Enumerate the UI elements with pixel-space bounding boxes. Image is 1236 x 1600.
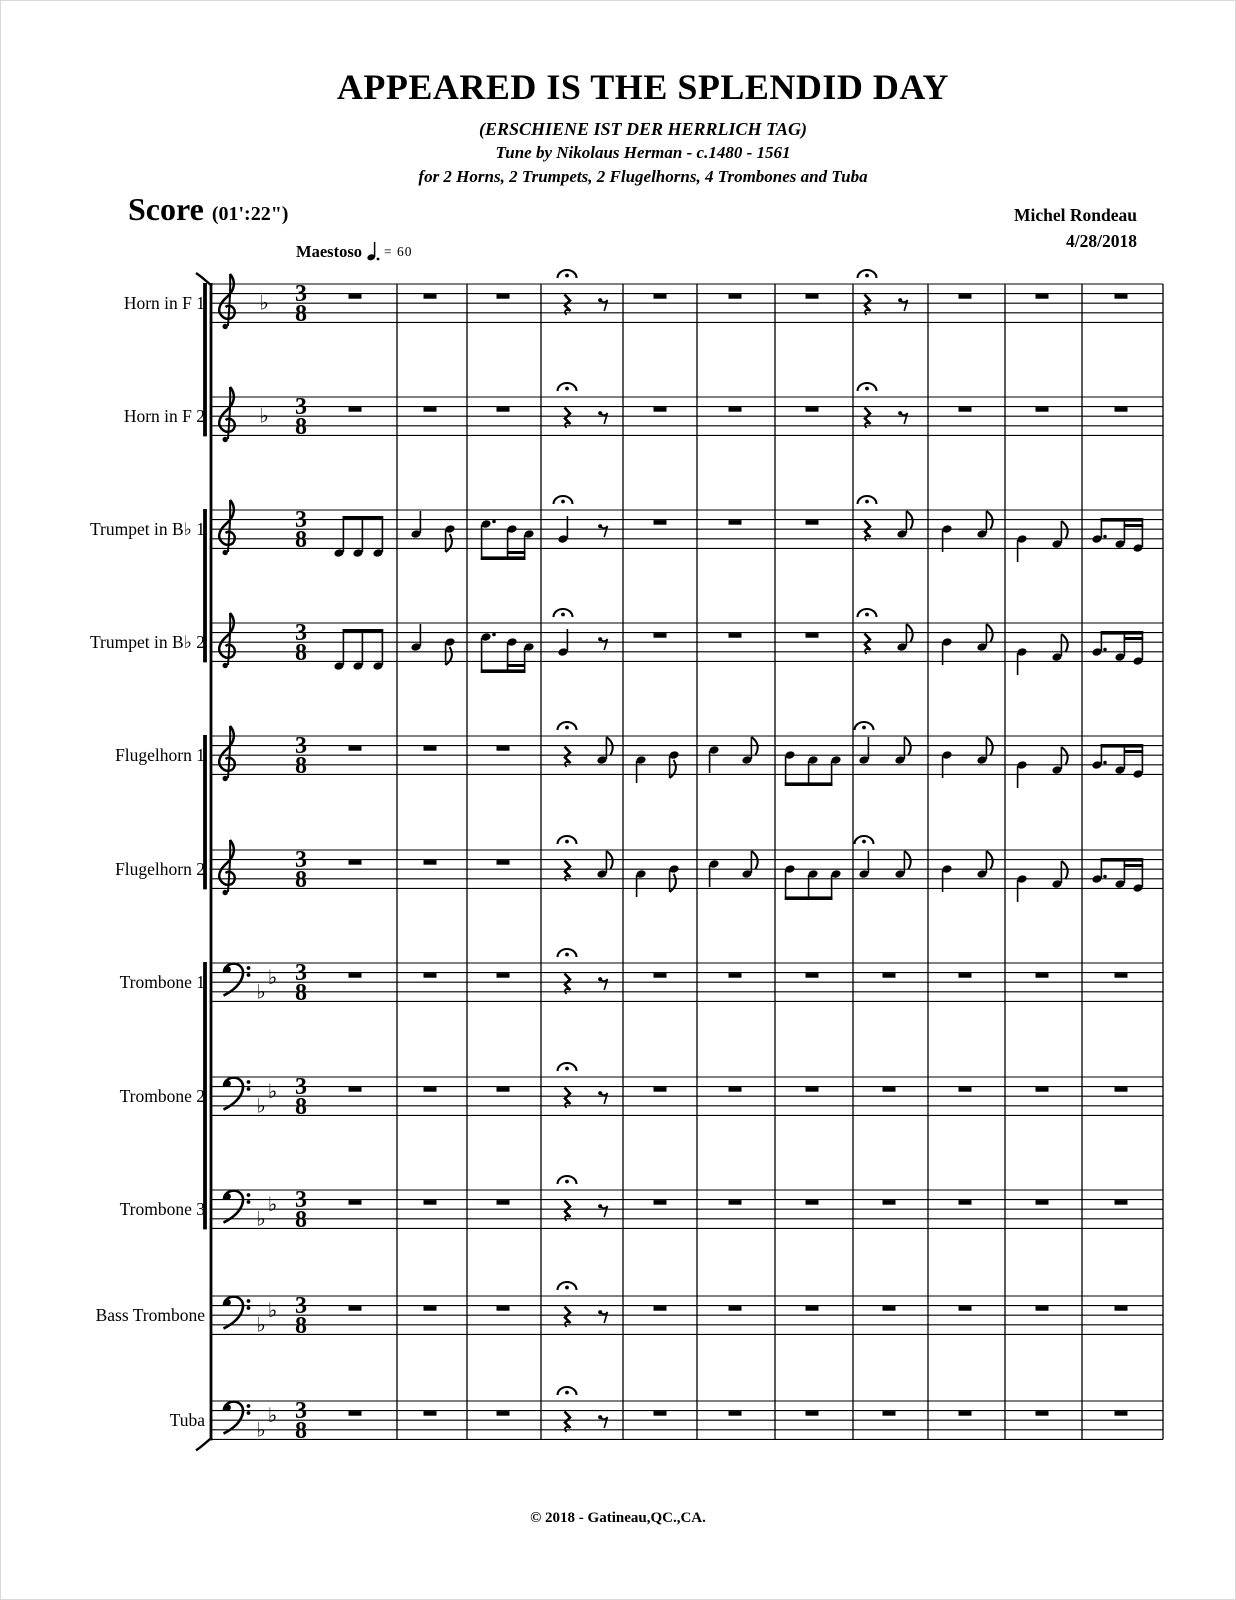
whole-rest-icon	[959, 973, 972, 978]
whole-rest-icon	[1036, 973, 1049, 978]
whole-rest-icon	[424, 746, 437, 751]
eighth-note	[1051, 521, 1067, 549]
whole-rest-icon	[883, 1306, 896, 1311]
time-signature-numerator: 3	[295, 847, 307, 873]
eighth-note	[1051, 861, 1067, 889]
eighth-rest-icon	[598, 977, 607, 990]
whole-rest-icon	[424, 1200, 437, 1205]
whole-rest-icon	[349, 1411, 362, 1416]
time-signature-numerator: 3	[295, 1293, 307, 1319]
eighth-rest-icon	[598, 637, 607, 650]
staff-row-tuba	[170, 1387, 1163, 1444]
eighth-note	[1051, 747, 1067, 775]
whole-rest-icon	[1115, 1411, 1128, 1416]
whole-rest-icon	[1036, 1411, 1049, 1416]
quarter-rest-icon	[565, 747, 571, 768]
whole-rest-icon	[1036, 1200, 1049, 1205]
quarter-note	[708, 745, 719, 773]
flat-sign-icon: ♭	[267, 1078, 278, 1103]
whole-rest-icon	[1115, 1306, 1128, 1311]
whole-rest-icon	[349, 294, 362, 299]
flat-sign-icon: ♭	[259, 403, 269, 428]
whole-rest-icon	[959, 1087, 972, 1092]
flat-sign-icon: ♭	[256, 1312, 266, 1337]
whole-rest-icon	[424, 1411, 437, 1416]
staff-row-horn-in-f-2	[124, 383, 1163, 442]
eighth-note	[976, 511, 992, 539]
beam-group	[1091, 744, 1143, 779]
whole-rest-icon	[806, 1200, 819, 1205]
fermata-icon	[858, 609, 877, 617]
eighth-note	[741, 851, 757, 879]
eighth-note	[596, 737, 612, 765]
whole-rest-icon	[883, 1200, 896, 1205]
fermata-icon	[558, 1387, 577, 1395]
eighth-note	[668, 750, 679, 778]
whole-rest-icon	[497, 1306, 510, 1311]
duration-label: (01':22")	[211, 203, 289, 225]
eighth-note	[894, 737, 910, 765]
staff-row-trombone-2	[120, 1063, 1163, 1120]
fermata-icon	[558, 722, 577, 730]
eighth-note	[896, 511, 912, 539]
whole-rest-icon	[729, 1306, 742, 1311]
flat-sign-icon: ♭	[267, 1297, 278, 1322]
quarter-rest-icon	[565, 861, 571, 882]
time-signature-numerator: 3	[295, 507, 307, 533]
eighth-note	[976, 737, 992, 765]
whole-rest-icon	[497, 1200, 510, 1205]
quarter-rest-icon	[865, 521, 871, 542]
staff-lines	[210, 284, 1163, 322]
composer-name: Michel Rondeau	[1014, 205, 1137, 225]
whole-rest-icon	[654, 973, 667, 978]
whole-rest-icon	[497, 746, 510, 751]
staff-lines	[210, 1401, 1163, 1442]
whole-rest-icon	[729, 633, 742, 638]
flat-sign-icon: ♭	[267, 964, 278, 989]
beam-group	[333, 629, 383, 671]
staff-lines	[210, 510, 1163, 548]
flat-sign-icon: ♭	[256, 979, 266, 1004]
whole-rest-icon	[1115, 1200, 1128, 1205]
time-signature-denominator: 8	[295, 1417, 307, 1444]
time-signature-numerator: 3	[295, 960, 307, 986]
staff-label: Horn in F 2	[123, 406, 205, 427]
quarter-rest-icon	[565, 1307, 571, 1328]
bass-clef-icon	[224, 1402, 251, 1434]
whole-rest-icon	[654, 520, 667, 525]
quarter-rest-icon	[565, 295, 571, 316]
fermata-icon	[558, 1282, 577, 1290]
staff-row-flugelhorn-1	[115, 722, 1163, 788]
beam-group	[333, 516, 383, 558]
time-signature-numerator: 3	[295, 281, 307, 307]
staff-lines	[210, 1077, 1163, 1118]
staff-label: Flugelhorn 2	[115, 859, 205, 880]
whole-rest-icon	[349, 973, 362, 978]
eighth-rest-icon	[898, 411, 907, 424]
staff-row-trumpet-in-b-1	[90, 496, 1163, 562]
whole-rest-icon	[349, 746, 362, 751]
time-signature-denominator: 8	[295, 639, 307, 666]
eighth-note	[596, 851, 612, 879]
quarter-note	[941, 637, 952, 665]
quarter-note	[557, 629, 568, 657]
page-title: APPEARED IS THE SPLENDID DAY	[336, 67, 950, 107]
quarter-note	[410, 624, 421, 652]
time-signature-numerator: 3	[295, 620, 307, 646]
quarter-rest-icon	[865, 295, 871, 316]
tune-credit: Tune by Nikolaus Herman - c.1480 - 1561	[495, 143, 791, 162]
staff-lines	[210, 623, 1163, 661]
time-signature-denominator: 8	[295, 1206, 307, 1233]
eighth-note	[668, 864, 679, 892]
bass-clef-icon	[224, 1078, 251, 1110]
whole-rest-icon	[424, 407, 437, 412]
treble-clef-icon	[219, 840, 235, 895]
quarter-note	[410, 511, 421, 539]
whole-rest-icon	[729, 407, 742, 412]
staff-lines	[210, 1296, 1163, 1337]
whole-rest-icon	[497, 973, 510, 978]
quarter-rest-icon	[565, 974, 571, 995]
eighth-note	[896, 624, 912, 652]
fermata-icon	[558, 383, 577, 391]
time-signature-numerator: 3	[295, 394, 307, 420]
fermata-icon	[558, 836, 577, 844]
whole-rest-icon	[349, 1200, 362, 1205]
quarter-note	[858, 851, 869, 879]
quarter-note	[858, 737, 869, 765]
whole-rest-icon	[349, 407, 362, 412]
quarter-rest-icon	[865, 408, 871, 429]
fermata-icon	[858, 270, 877, 278]
flat-sign-icon: ♭	[256, 1417, 266, 1442]
whole-rest-icon	[654, 633, 667, 638]
quarter-rest-icon	[565, 1412, 571, 1433]
flat-sign-icon: ♭	[256, 1093, 266, 1118]
whole-rest-icon	[497, 294, 510, 299]
beam-group	[1091, 518, 1143, 553]
staff-label: Tuba	[169, 1410, 205, 1431]
quarter-note	[635, 755, 646, 783]
beam-group	[480, 632, 534, 673]
fermata-icon	[855, 722, 874, 730]
staff-row-bass-trombone	[96, 1282, 1163, 1339]
copyright-line: © 2018 - Gatineau,QC.,CA.	[530, 1510, 706, 1526]
time-signature-numerator: 3	[295, 1398, 307, 1424]
eighth-note	[741, 737, 757, 765]
whole-rest-icon	[959, 1411, 972, 1416]
staff-lines	[210, 850, 1163, 888]
whole-rest-icon	[1115, 973, 1128, 978]
staff-lines	[210, 736, 1163, 774]
staff-row-flugelhorn-2	[115, 836, 1163, 902]
staff-row-trombone-3	[120, 1176, 1163, 1233]
tempo-text: Maestoso	[296, 241, 362, 261]
eighth-rest-icon	[598, 1204, 607, 1217]
whole-rest-icon	[1036, 294, 1049, 299]
staff-lines	[210, 963, 1163, 1004]
whole-rest-icon	[1115, 294, 1128, 299]
time-signature-denominator: 8	[295, 866, 307, 893]
whole-rest-icon	[654, 1200, 667, 1205]
treble-clef-icon	[219, 726, 235, 781]
whole-rest-icon	[729, 520, 742, 525]
whole-rest-icon	[424, 860, 437, 865]
whole-rest-icon	[424, 1306, 437, 1311]
staff-lines	[210, 397, 1163, 435]
eighth-rest-icon	[598, 1310, 607, 1323]
fermata-icon	[554, 496, 573, 504]
whole-rest-icon	[349, 1087, 362, 1092]
bass-clef-icon	[224, 964, 251, 996]
whole-rest-icon	[654, 1306, 667, 1311]
treble-clef-icon	[219, 613, 235, 668]
date-label: 4/28/2018	[1066, 231, 1137, 251]
staff-label: Trumpet in B♭ 1	[89, 519, 205, 540]
whole-rest-icon	[497, 1087, 510, 1092]
whole-rest-icon	[497, 407, 510, 412]
quarter-note	[941, 864, 952, 892]
quarter-rest-icon	[565, 1201, 571, 1222]
staff-row-horn-in-f-1	[124, 270, 1163, 329]
beam-group	[480, 519, 534, 560]
fermata-icon	[558, 949, 577, 957]
whole-rest-icon	[654, 1087, 667, 1092]
quarter-rest-icon	[865, 634, 871, 655]
quarter-note	[708, 859, 719, 887]
whole-rest-icon	[729, 1411, 742, 1416]
staff-label: Bass Trombone	[95, 1305, 205, 1326]
whole-rest-icon	[1036, 1087, 1049, 1092]
time-signature-denominator: 8	[295, 526, 307, 553]
whole-rest-icon	[959, 407, 972, 412]
whole-rest-icon	[654, 1411, 667, 1416]
time-signature-denominator: 8	[295, 1093, 307, 1120]
tempo-equals: = 60	[383, 243, 413, 259]
whole-rest-icon	[729, 1087, 742, 1092]
whole-rest-icon	[959, 1306, 972, 1311]
eighth-note	[894, 851, 910, 879]
eighth-note	[1051, 634, 1067, 662]
quarter-note	[941, 750, 952, 778]
staff-label: Trombone 1	[119, 972, 205, 993]
whole-rest-icon	[654, 407, 667, 412]
staff-label: Horn in F 1	[123, 293, 205, 314]
fermata-icon	[855, 836, 874, 844]
treble-clef-icon	[219, 387, 235, 442]
whole-rest-icon	[883, 973, 896, 978]
whole-rest-icon	[729, 973, 742, 978]
bass-clef-icon	[224, 1191, 251, 1223]
time-signature-denominator: 8	[295, 752, 307, 779]
eighth-rest-icon	[598, 298, 607, 311]
whole-rest-icon	[806, 1411, 819, 1416]
whole-rest-icon	[883, 1087, 896, 1092]
whole-rest-icon	[424, 294, 437, 299]
whole-rest-icon	[959, 294, 972, 299]
eighth-rest-icon	[598, 1415, 607, 1428]
eighth-rest-icon	[598, 1091, 607, 1104]
flat-sign-icon: ♭	[267, 1402, 278, 1427]
whole-rest-icon	[349, 860, 362, 865]
time-signature-numerator: 3	[295, 1074, 307, 1100]
eighth-rest-icon	[598, 524, 607, 537]
staff-row-trumpet-in-b-2	[90, 609, 1163, 675]
whole-rest-icon	[806, 294, 819, 299]
bass-clef-icon	[224, 1297, 251, 1329]
whole-rest-icon	[806, 973, 819, 978]
time-signature-numerator: 3	[295, 733, 307, 759]
whole-rest-icon	[729, 294, 742, 299]
staff-label: Trombone 3	[119, 1199, 205, 1220]
whole-rest-icon	[654, 294, 667, 299]
whole-rest-icon	[497, 860, 510, 865]
eighth-note	[444, 637, 455, 665]
staff-lines	[210, 1190, 1163, 1231]
fermata-icon	[558, 1176, 577, 1184]
whole-rest-icon	[806, 407, 819, 412]
time-signature-denominator: 8	[295, 300, 307, 327]
whole-rest-icon	[729, 1200, 742, 1205]
score-label: Score	[128, 191, 204, 227]
eighth-rest-icon	[898, 298, 907, 311]
time-signature-denominator: 8	[295, 1312, 307, 1339]
fermata-icon	[554, 609, 573, 617]
whole-rest-icon	[1036, 1306, 1049, 1311]
whole-rest-icon	[806, 1087, 819, 1092]
flat-sign-icon: ♭	[256, 1206, 266, 1231]
quarter-note	[941, 524, 952, 552]
whole-rest-icon	[959, 1200, 972, 1205]
whole-rest-icon	[806, 633, 819, 638]
whole-rest-icon	[349, 1306, 362, 1311]
flat-sign-icon: ♭	[259, 290, 269, 315]
flat-sign-icon: ♭	[267, 1191, 278, 1216]
eighth-note	[976, 624, 992, 652]
whole-rest-icon	[806, 1306, 819, 1311]
whole-rest-icon	[424, 1087, 437, 1092]
whole-rest-icon	[883, 1411, 896, 1416]
quarter-rest-icon	[565, 1088, 571, 1109]
eighth-rest-icon	[598, 411, 607, 424]
whole-rest-icon	[1115, 407, 1128, 412]
whole-rest-icon	[806, 520, 819, 525]
instrumentation-line: for 2 Horns, 2 Trumpets, 2 Flugelhorns, 4 Trombones and Tuba	[418, 167, 868, 186]
time-signature-denominator: 8	[295, 979, 307, 1006]
beam-group	[1091, 858, 1143, 893]
treble-clef-icon	[219, 500, 235, 555]
whole-rest-icon	[424, 973, 437, 978]
quarter-note	[635, 869, 646, 897]
treble-clef-icon	[219, 274, 235, 329]
quarter-note	[557, 516, 568, 544]
whole-rest-icon	[1115, 1087, 1128, 1092]
whole-rest-icon	[1036, 407, 1049, 412]
beam-group	[1091, 631, 1143, 666]
fermata-icon	[558, 270, 577, 278]
whole-rest-icon	[497, 1411, 510, 1416]
fermata-icon	[858, 496, 877, 504]
staff-label: Trumpet in B♭ 2	[89, 632, 205, 653]
staff-label: Flugelhorn 1	[115, 745, 205, 766]
fermata-icon	[858, 383, 877, 391]
eighth-note	[444, 524, 455, 552]
eighth-note	[976, 851, 992, 879]
staff-row-trombone-1	[120, 949, 1163, 1006]
fermata-icon	[558, 1063, 577, 1071]
time-signature-numerator: 3	[295, 1187, 307, 1213]
time-signature-denominator: 8	[295, 413, 307, 440]
page-subtitle: (ERSCHIENE IST DER HERRLICH TAG)	[478, 119, 808, 139]
staff-label: Trombone 2	[119, 1086, 205, 1107]
quarter-rest-icon	[565, 408, 571, 429]
